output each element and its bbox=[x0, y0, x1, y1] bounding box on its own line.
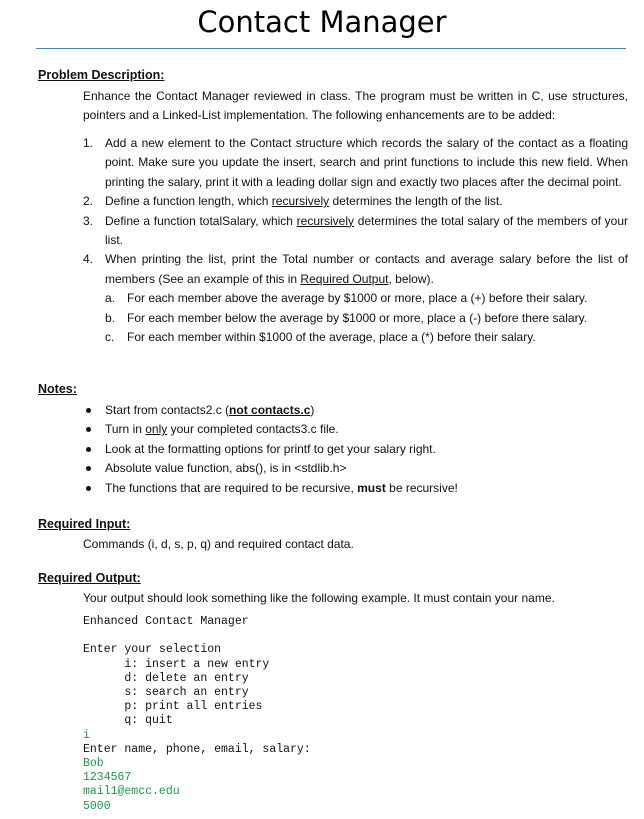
note-text: your completed contacts3.c file. bbox=[167, 422, 339, 437]
sub-text: For each member above the average by $1000 or more, place a (+) before their salary. bbox=[127, 291, 588, 306]
item-number: 2. bbox=[83, 194, 94, 209]
sub-letter: b. bbox=[105, 310, 116, 325]
bullet-icon bbox=[86, 447, 91, 452]
bullet-icon bbox=[86, 427, 91, 432]
note-text: ) bbox=[310, 403, 315, 417]
note-item bbox=[86, 401, 626, 420]
console-line: Bob bbox=[83, 757, 104, 771]
note-item bbox=[86, 459, 626, 478]
note-item bbox=[86, 420, 626, 439]
console-line: mail1@emcc.edu bbox=[83, 785, 180, 799]
note-emphasis: only bbox=[145, 422, 168, 437]
input-text: Commands (i, d, s, p, q) and required contact data. bbox=[83, 537, 354, 551]
sub-text: For each member within $1000 of the average, place a (*) before their salary. bbox=[127, 330, 536, 345]
item-text: determines the length of the list. bbox=[329, 194, 503, 209]
note-emphasis: must bbox=[357, 480, 386, 495]
sub-letter: c. bbox=[105, 330, 115, 345]
note-item bbox=[86, 479, 626, 498]
console-line: 1234567 bbox=[83, 771, 132, 785]
item-text: Define a function totalSalary, which bbox=[105, 213, 297, 228]
output-heading: Required Output: bbox=[38, 571, 141, 585]
problem-intro: Enhance the Contact Manager reviewed in class. The program must be written in C, use structures, pointers and a Linked-List implementation. The following enhancements are to be added: bbox=[83, 89, 628, 123]
enhancement-item bbox=[83, 250, 628, 347]
console-line: 5000 bbox=[83, 799, 111, 813]
input-heading: Required Input: bbox=[38, 517, 131, 531]
note-text: be recursive! bbox=[385, 480, 458, 495]
enhancement-list bbox=[83, 134, 628, 347]
note-text: The functions that are required to be recursive, bbox=[105, 480, 358, 495]
sub-item bbox=[105, 289, 628, 308]
required-output-reference: Required Output bbox=[300, 271, 389, 286]
console-line: d: delete an entry bbox=[83, 671, 249, 685]
note-text: Turn in bbox=[105, 422, 146, 437]
note-emphasis: not contacts.c bbox=[229, 403, 311, 417]
notes-heading: Notes: bbox=[38, 382, 77, 396]
enhancement-item bbox=[83, 212, 628, 251]
enhancement-item bbox=[83, 192, 628, 211]
console-line bbox=[83, 629, 628, 643]
console-line: Enhanced Contact Manager bbox=[83, 615, 249, 628]
item-text: When printing the list, print the Total number or contacts and average salary before the list of members (See an example of this in bbox=[105, 252, 628, 286]
sub-list bbox=[105, 289, 628, 347]
problem-heading: Problem Description: bbox=[38, 68, 165, 82]
note-text: Absolute value function, abs(), is in <stdlib.h> bbox=[105, 461, 347, 476]
console-line: q: quit bbox=[83, 714, 173, 728]
console-line: s: search an entry bbox=[83, 686, 249, 700]
note-text: Start from contacts2.c ( bbox=[105, 403, 230, 417]
note-item bbox=[86, 440, 626, 459]
bullet-icon bbox=[86, 408, 91, 413]
sub-text: For each member below the average by $1000 or more, place a (-) before there salary. bbox=[127, 310, 588, 325]
item-text: Define a function length, which bbox=[105, 194, 272, 209]
item-number: 3. bbox=[83, 213, 94, 228]
sub-item bbox=[105, 328, 628, 347]
item-number: 4. bbox=[83, 252, 94, 267]
bullet-icon bbox=[86, 466, 91, 471]
item-number: 1. bbox=[83, 136, 94, 150]
notes-list bbox=[86, 401, 626, 498]
item-emphasis: recursively bbox=[271, 194, 330, 209]
enhancement-item bbox=[83, 134, 628, 192]
note-text: Look at the formatting options for printf to get your salary right. bbox=[105, 441, 436, 456]
console-line: Enter name, phone, email, salary: bbox=[83, 742, 311, 756]
console-line: i: insert a new entry bbox=[83, 657, 270, 671]
bullet-icon bbox=[86, 486, 91, 491]
page-title: Contact Manager bbox=[197, 5, 447, 39]
console-line: i bbox=[83, 728, 90, 742]
sub-letter: a. bbox=[105, 291, 116, 306]
item-text: , below). bbox=[388, 271, 434, 286]
title-divider bbox=[36, 48, 626, 49]
sub-item bbox=[105, 309, 628, 328]
output-text: Your output should look something like the following example. It must contain your name. bbox=[83, 591, 555, 605]
console-output bbox=[83, 615, 628, 814]
item-text: Add a new element to the Contact structure which records the salary of the contact as a floating point. Make sure you update the insert, search and print functions to include this new field. When printing the salary, print it with a leading dollar sign and exactly two places after the decimal point. bbox=[105, 136, 628, 189]
item-emphasis: recursively bbox=[296, 213, 355, 228]
item-text: determines the total salary of the members of your list. bbox=[105, 213, 628, 248]
console-line: p: print all entries bbox=[83, 700, 263, 714]
console-line: Enter your selection bbox=[83, 643, 222, 657]
